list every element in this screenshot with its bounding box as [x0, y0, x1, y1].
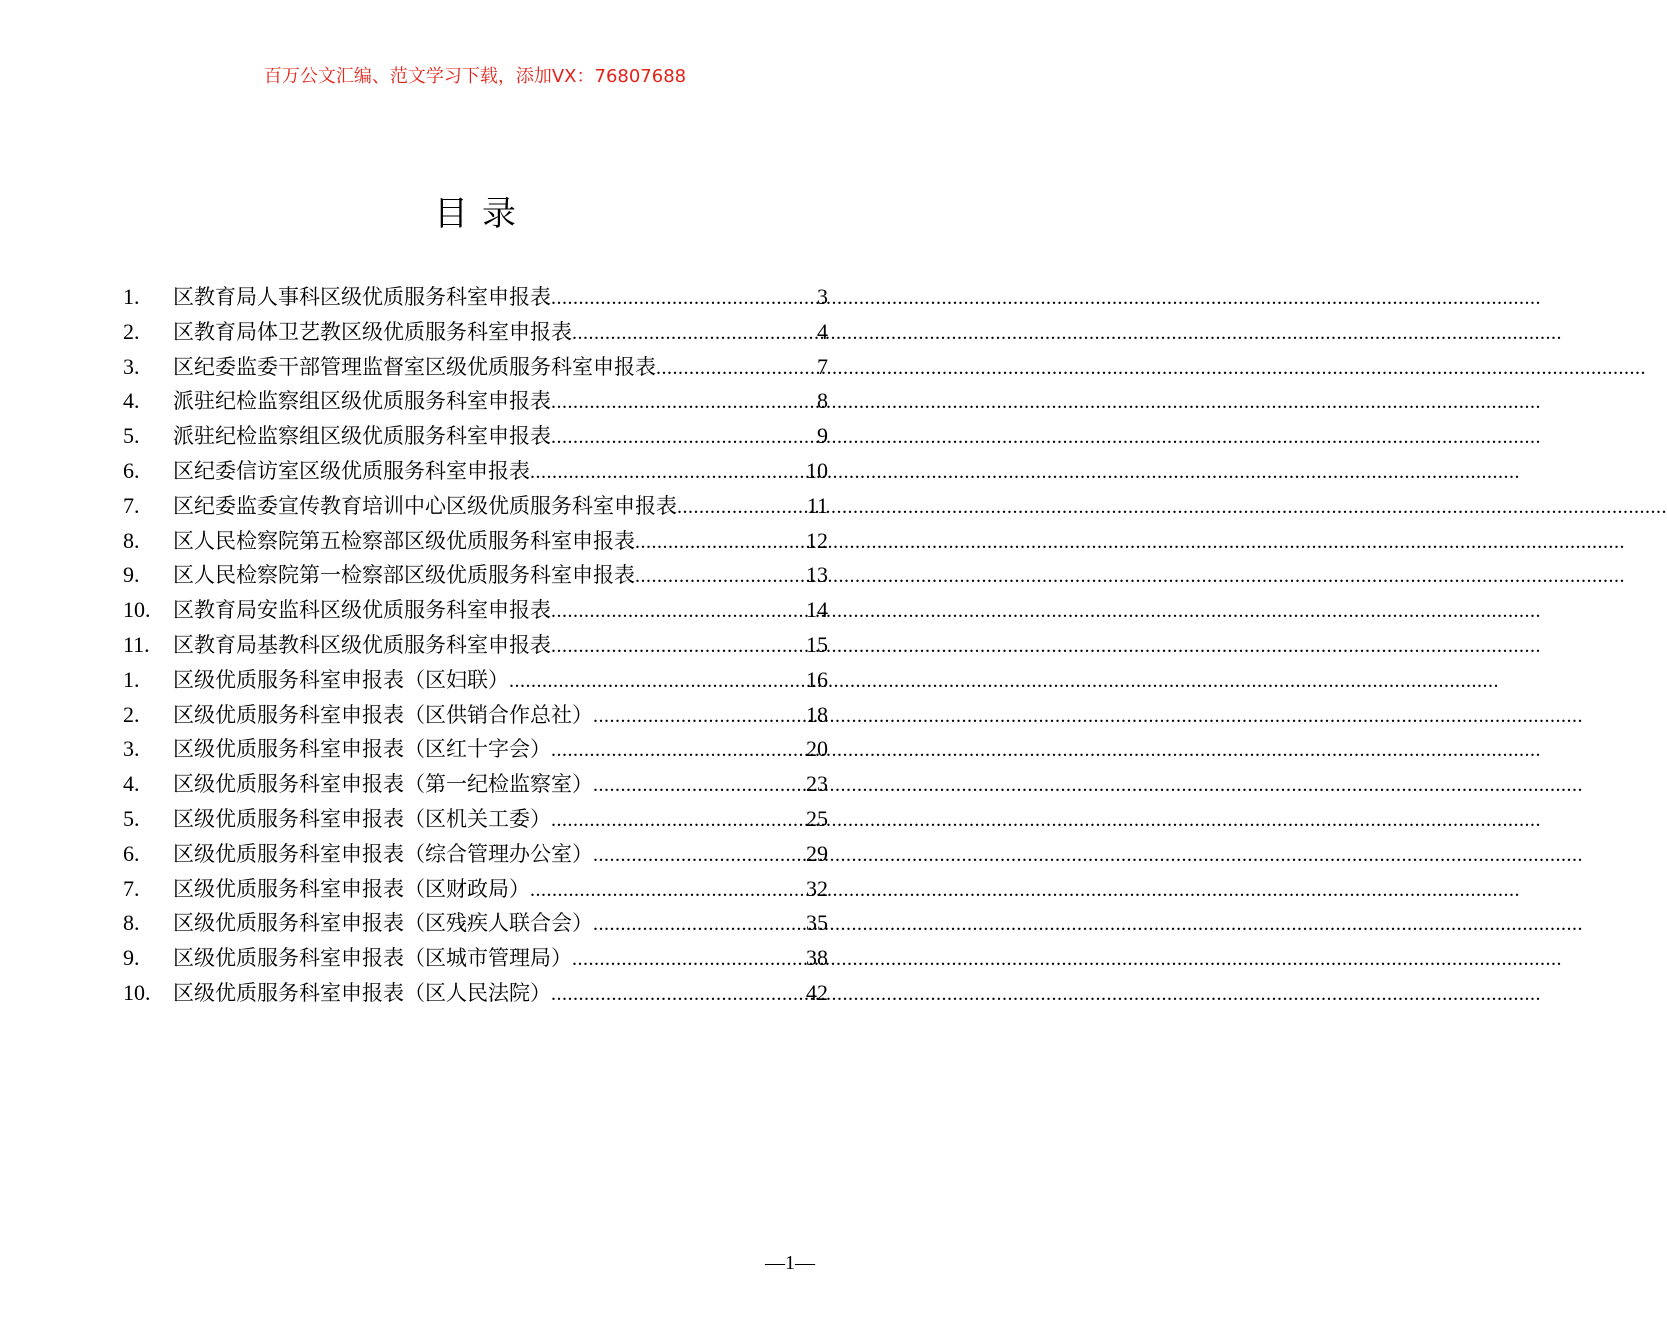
toc-entry[interactable]	[123, 419, 828, 454]
toc-entry[interactable]	[123, 802, 828, 837]
toc-entry-page: 35	[806, 910, 828, 936]
toc-dot-leader	[593, 768, 806, 803]
toc-entry[interactable]	[123, 941, 828, 976]
toc-entry-title: 区级优质服务科室申报表（综合管理办公室）	[173, 841, 593, 866]
toc-entry-title: 区级优质服务科室申报表（第一纪检监察室）	[173, 772, 593, 797]
toc-entry[interactable]	[123, 350, 828, 385]
toc-entry-title: 区教育局基教科区级优质服务科室申报表	[173, 632, 551, 657]
toc-entry-number: 10.	[123, 597, 151, 623]
toc-dot-leader	[530, 873, 806, 908]
toc-entry-number: 8.	[123, 527, 140, 553]
toc-entry-number: 8.	[123, 910, 140, 936]
toc-entry[interactable]	[123, 489, 828, 524]
toc-entry-title: 区纪委信访室区级优质服务科室申报表	[173, 458, 530, 483]
toc-entry-number: 3.	[123, 353, 140, 379]
toc-entry-page: 32	[806, 875, 828, 901]
toc-entry-page: 16	[806, 666, 828, 692]
toc-entry[interactable]	[123, 906, 828, 941]
toc-entry-title: 区纪委监委干部管理监督室区级优质服务科室申报表	[173, 354, 656, 379]
toc-entry-title: 区级优质服务科室申报表（区供销合作总社）	[173, 702, 593, 727]
toc-entry-title: 区教育局人事科区级优质服务科室申报表	[173, 285, 551, 309]
toc-dot-leader	[593, 907, 806, 942]
toc-entry-number: 5.	[123, 805, 140, 831]
toc-dot-leader	[677, 490, 807, 525]
toc-entry-number: 4.	[123, 388, 140, 414]
toc-entry[interactable]	[123, 454, 828, 489]
toc-entry[interactable]	[123, 732, 828, 767]
toc-dot-leader	[551, 733, 806, 768]
toc-entry[interactable]	[123, 315, 828, 350]
toc-dot-leader	[509, 664, 806, 699]
toc-entry-number: 1.	[123, 666, 140, 692]
toc-dot-leader	[572, 316, 817, 351]
table-of-contents	[123, 280, 828, 1011]
toc-entry[interactable]	[123, 767, 828, 802]
toc-entry[interactable]	[123, 524, 828, 559]
toc-entry-number: 5.	[123, 423, 140, 449]
toc-dot-leader	[572, 942, 806, 977]
toc-entry[interactable]	[123, 698, 828, 733]
toc-entry-title: 派驻纪检监察组区级优质服务科室申报表	[173, 424, 551, 449]
toc-entry-page: 14	[806, 597, 828, 623]
toc-entry-title: 区级优质服务科室申报表（区财政局）	[173, 876, 530, 901]
toc-entry-number: 10.	[123, 979, 151, 1005]
toc-dot-leader	[551, 281, 817, 316]
toc-entry-title: 区人民检察院第五检察部区级优质服务科室申报表	[173, 528, 635, 553]
toc-entry-number: 3.	[123, 736, 140, 762]
toc-entry-page: 38	[806, 945, 828, 971]
toc-entry-page: 4	[817, 318, 828, 344]
toc-entry-page: 23	[806, 771, 828, 797]
toc-entry-title: 区级优质服务科室申报表（区残疾人联合会）	[173, 911, 593, 936]
toc-entry-title: 区纪委监委宣传教育培训中心区级优质服务科室申报表	[173, 493, 677, 518]
toc-entry-number: 7.	[123, 492, 140, 518]
toc-entry-number: 6.	[123, 457, 140, 483]
toc-entry-page: 42	[806, 979, 828, 1005]
toc-entry-page: 29	[806, 840, 828, 866]
toc-entry-page: 7	[817, 353, 828, 379]
toc-entry-title: 区级优质服务科室申报表（区妇联）	[173, 667, 509, 692]
toc-entry-title: 区级优质服务科室申报表（区红十字会）	[173, 737, 551, 762]
toc-entry-page: 3	[817, 284, 828, 309]
toc-entry[interactable]	[123, 593, 828, 628]
toc-dot-leader	[551, 629, 806, 664]
toc-entry-page: 13	[806, 562, 828, 588]
toc-entry-page: 25	[806, 805, 828, 831]
toc-entry[interactable]	[123, 558, 828, 593]
toc-entry-title: 区级优质服务科室申报表（区机关工委）	[173, 806, 551, 831]
toc-entry-title: 区教育局体卫艺教区级优质服务科室申报表	[173, 319, 572, 344]
toc-entry[interactable]	[123, 628, 828, 663]
toc-dot-leader	[551, 420, 817, 455]
toc-dot-leader	[551, 977, 806, 1012]
toc-entry-number: 2.	[123, 701, 140, 727]
toc-dot-leader	[656, 351, 817, 386]
toc-entry-number: 6.	[123, 840, 140, 866]
toc-dot-leader	[551, 385, 817, 420]
toc-entry-page: 10	[806, 457, 828, 483]
toc-entry-number: 11.	[123, 631, 150, 657]
toc-entry[interactable]	[123, 663, 828, 698]
header-banner: 百万公文汇编、范文学习下载，添加VX：76807688	[263, 66, 687, 87]
toc-dot-leader	[593, 699, 806, 734]
toc-entry-title: 区级优质服务科室申报表（区城市管理局）	[173, 946, 572, 971]
toc-entry-number: 2.	[123, 318, 140, 344]
toc-entry-number: 4.	[123, 771, 140, 797]
toc-dot-leader	[551, 803, 806, 838]
toc-dot-leader	[635, 559, 806, 594]
toc-entry-number: 1.	[123, 284, 140, 309]
toc-entry-page: 12	[806, 527, 828, 553]
toc-dot-leader	[551, 594, 806, 629]
toc-entry-page: 15	[806, 631, 828, 657]
toc-entry-page: 11	[806, 492, 828, 518]
toc-entry[interactable]	[123, 280, 828, 315]
toc-entry-page: 20	[806, 736, 828, 762]
toc-entry[interactable]	[123, 872, 828, 907]
toc-dot-leader	[530, 455, 806, 490]
toc-entry-number: 7.	[123, 875, 140, 901]
toc-entry-page: 9	[817, 423, 828, 449]
toc-entry-title: 派驻纪检监察组区级优质服务科室申报表	[173, 389, 551, 414]
toc-entry-page: 18	[806, 701, 828, 727]
toc-dot-leader	[593, 838, 806, 873]
toc-entry-number: 9.	[123, 945, 140, 971]
toc-entry-page: 8	[817, 388, 828, 414]
toc-entry-title: 区教育局安监科区级优质服务科室申报表	[173, 598, 551, 623]
toc-dot-leader	[635, 525, 806, 560]
toc-entry[interactable]	[123, 837, 828, 872]
toc-entry-number: 9.	[123, 562, 140, 588]
page-number: —1—	[765, 1252, 815, 1274]
toc-entry[interactable]	[123, 976, 828, 1011]
toc-entry-title: 区级优质服务科室申报表（区人民法院）	[173, 980, 551, 1005]
toc-entry[interactable]	[123, 384, 828, 419]
page-title: 目录	[434, 194, 530, 234]
toc-entry-title: 区人民检察院第一检察部区级优质服务科室申报表	[173, 563, 635, 588]
